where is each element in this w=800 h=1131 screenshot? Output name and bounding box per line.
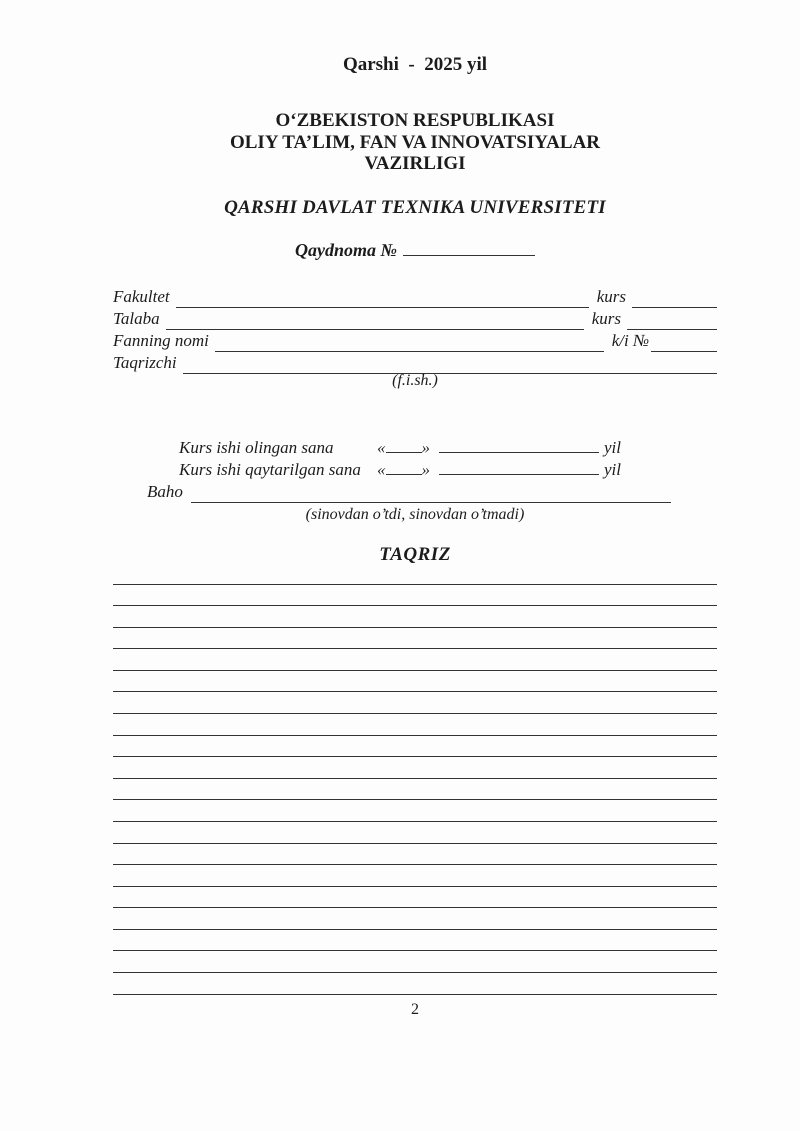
form-row-fakultet: [113, 286, 717, 308]
review-ruled-line[interactable]: [113, 736, 717, 758]
review-ruled-line[interactable]: [113, 844, 717, 866]
record-number-row: [113, 240, 717, 261]
review-ruled-line[interactable]: [113, 563, 717, 585]
review-ruled-line[interactable]: [113, 930, 717, 952]
record-number-blank[interactable]: [403, 242, 535, 256]
fanning-nomi-label: Fanning nomi: [113, 331, 209, 350]
fanning-nomi-blank[interactable]: [215, 330, 604, 352]
ki-number-blank[interactable]: [651, 330, 717, 352]
form-row-taqrizchi: [113, 352, 717, 374]
day-blank[interactable]: [386, 459, 422, 475]
form-fields: [113, 286, 717, 374]
kurs-label: kurs: [596, 287, 626, 306]
fio-hint: (f.i.sh.): [392, 372, 438, 389]
review-ruled-line[interactable]: [113, 887, 717, 909]
review-lines: [113, 563, 717, 995]
quote-open: «: [377, 438, 386, 457]
review-ruled-line[interactable]: [113, 779, 717, 801]
taqrizchi-label: Taqrizchi: [113, 353, 177, 372]
review-ruled-line[interactable]: [113, 822, 717, 844]
review-ruled-line[interactable]: [113, 628, 717, 650]
taqrizchi-blank[interactable]: [183, 352, 717, 374]
year-suffix: yil: [604, 438, 621, 457]
grade-blank[interactable]: [191, 481, 671, 503]
place-year-title: Qarshi - 2025 yil: [342, 54, 488, 75]
ministry-line-1: O‘ZBEKISTON RESPUBLIKASI: [275, 110, 555, 131]
form-row-fanning-nomi: [113, 330, 717, 352]
review-ruled-line[interactable]: [113, 692, 717, 714]
kurs-label: kurs: [591, 309, 621, 328]
month-blank[interactable]: [439, 437, 599, 453]
review-ruled-line[interactable]: [113, 649, 717, 671]
kurs-blank[interactable]: [627, 308, 717, 330]
talaba-blank[interactable]: [166, 308, 584, 330]
ministry-line-2: OLIY TA’LIM, FAN VA INNOVATSIYALAR: [229, 131, 601, 153]
ministry-line-3: VAZIRLIGI: [364, 153, 466, 174]
year-suffix: yil: [604, 460, 621, 479]
month-blank[interactable]: [439, 459, 599, 475]
review-ruled-line[interactable]: [113, 800, 717, 822]
form-row-talaba: [113, 308, 717, 330]
quote-close: »: [421, 460, 430, 479]
review-ruled-line[interactable]: [113, 908, 717, 930]
grade-row: [147, 481, 693, 503]
dates-section: [113, 437, 717, 526]
review-ruled-line[interactable]: [113, 757, 717, 779]
review-ruled-line[interactable]: [113, 865, 717, 887]
review-ruled-line[interactable]: [113, 973, 717, 995]
day-blank[interactable]: [386, 437, 422, 453]
fakultet-label: Fakultet: [113, 287, 170, 306]
page-number: 2: [411, 1001, 419, 1018]
grade-label: Baho: [147, 482, 183, 501]
quote-open: «: [377, 460, 386, 479]
grade-hint: (sinovdan o’tdi, sinovdan o’tmadi): [305, 506, 525, 523]
quote-close: »: [421, 438, 430, 457]
date-returned-label: Kurs ishi qaytarilgan sana: [179, 460, 361, 479]
review-title: TAQRIZ: [379, 544, 451, 565]
review-ruled-line[interactable]: [113, 606, 717, 628]
ministry-title: [113, 110, 717, 175]
kurs-blank[interactable]: [632, 286, 717, 308]
date-received-row: [179, 437, 717, 459]
review-ruled-line[interactable]: [113, 714, 717, 736]
review-ruled-line[interactable]: [113, 671, 717, 693]
ki-number-label: k/i №: [611, 331, 649, 350]
review-ruled-line[interactable]: [113, 585, 717, 607]
record-number-label: Qaydnoma №: [295, 240, 397, 260]
date-received-label: Kurs ishi olingan sana: [179, 438, 334, 457]
fakultet-blank[interactable]: [176, 286, 589, 308]
date-returned-row: [179, 459, 717, 481]
university-title: QARSHI DAVLAT TEXNIKA UNIVERSITETI: [224, 197, 606, 218]
review-ruled-line[interactable]: [113, 951, 717, 973]
talaba-label: Talaba: [113, 309, 160, 328]
